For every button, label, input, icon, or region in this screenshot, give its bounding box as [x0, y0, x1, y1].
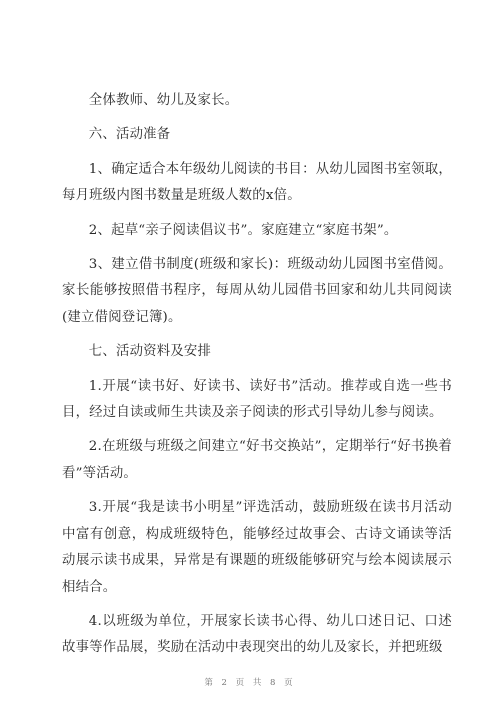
- document-body: [62, 88, 452, 670]
- section-heading-preparation: 六、活动准备: [88, 127, 171, 143]
- paragraph-prep-2: 2、起草“亲子阅读倡议书”。家庭建立“家庭书架”。: [88, 222, 398, 238]
- paragraph-arrangement-3: 3.开展“我是读书小明星”评选活动，鼓励班级在读书月活动中富有创意，构成班级特色，能够经过故事会、古诗文诵读等活动展示读书成果，异常是有课题的班级能够研究与绘本阅读展示相结合。: [62, 500, 452, 595]
- paragraph-arrangement-2: 2.在班级与班级之间建立“好书交换站”，定期举行“好书换着看”等活动。: [62, 439, 452, 481]
- paragraph-arrangement-4: 4.以班级为单位，开展家长读书心得、幼儿口述日记、口述故事等作品展，奖励在活动中表现突出的幼儿及家长，并把班级: [62, 613, 452, 656]
- paragraph-participants: 全体教师、幼儿及家长。: [88, 93, 239, 108]
- section-heading-arrangement: 七、活动资料及安排: [88, 344, 212, 360]
- paragraph-arrangement-1: 1.开展“读书好、好读书、读好书”活动。推荐或自选一些书目，经过自读或师生共读及亲子阅读的形式引导幼儿参与阅读。: [62, 378, 452, 421]
- paragraph-prep-3: 3、建立借书制度(班级和家长)：班级动幼儿园图书室借阅。家长能够按照借书程序，每周从幼儿园借书回家和幼儿共同阅读(建立借阅登记簿)。: [62, 257, 452, 325]
- paragraph-prep-1: 1、确定适合本年级幼儿阅读的书目：从幼儿园图书室领取，每月班级内图书数量是班级人数的x倍。: [62, 161, 452, 204]
- page-footer: 第 2 页 共 8 页: [204, 678, 296, 688]
